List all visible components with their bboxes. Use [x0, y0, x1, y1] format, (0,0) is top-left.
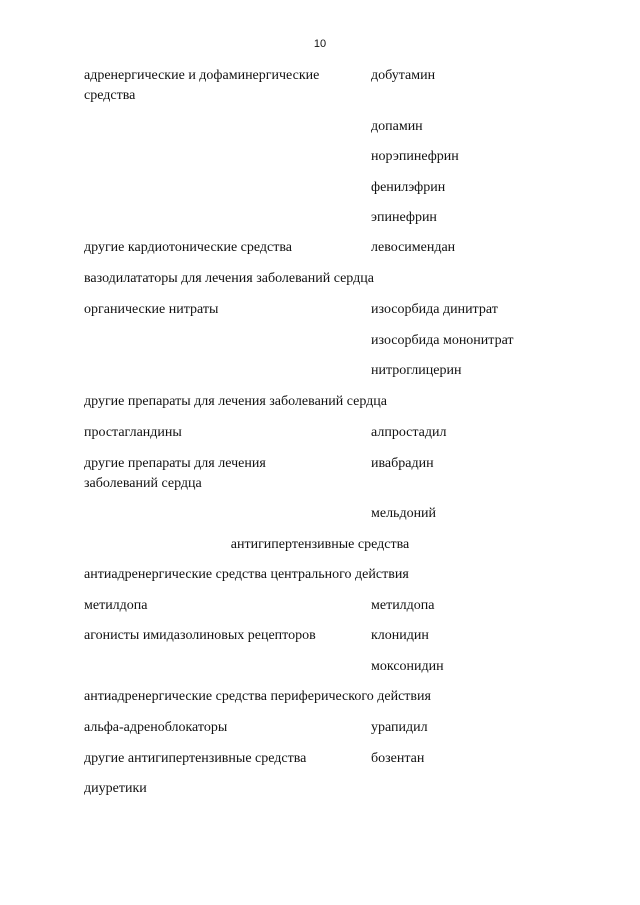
category-cell: другие препараты для лечения заболеваний сердца: [84, 456, 266, 491]
category-cell: простагландины: [84, 425, 182, 440]
section-heading: другие препараты для лечения заболеваний сердца: [84, 394, 387, 409]
drug-cell: клонидин: [371, 628, 429, 643]
drug-cell: бозентан: [371, 751, 425, 766]
category-cell: адренергические и дофаминергические средства: [84, 68, 320, 103]
drug-cell: мельдоний: [371, 506, 437, 521]
group-title: антигипертензивные средства: [230, 537, 410, 552]
drug-cell: алпростадил: [371, 425, 447, 440]
drug-cell: норэпинефрин: [371, 149, 459, 164]
category-cell: другие антигипертензивные средства: [84, 751, 307, 766]
drug-cell: ивабрадин: [371, 456, 434, 471]
drug-cell: метилдопа: [371, 598, 435, 613]
drug-cell: левосимендан: [371, 240, 456, 255]
page-number: 10: [313, 38, 327, 50]
drug-cell: нитроглицерин: [371, 363, 462, 378]
section-heading: диуретики: [84, 781, 147, 796]
drug-cell: эпинефрин: [371, 210, 437, 225]
category-cell: агонисты имидазолиновых рецепторов: [84, 628, 316, 643]
category-cell: органические нитраты: [84, 302, 219, 317]
section-heading: антиадренергические средства центрального действия: [84, 567, 409, 582]
category-cell: метилдопа: [84, 598, 148, 613]
section-heading: антиадренергические средства периферического действия: [84, 689, 431, 704]
drug-cell: фенилэфрин: [371, 180, 446, 195]
category-cell: альфа-адреноблокаторы: [84, 720, 228, 735]
drug-cell: урапидил: [371, 720, 428, 735]
drug-cell: моксонидин: [371, 659, 444, 674]
category-cell: другие кардиотонические средства: [84, 240, 293, 255]
section-heading: вазодилататоры для лечения заболеваний сердца: [84, 271, 374, 286]
drug-cell: добутамин: [371, 68, 436, 83]
drug-cell: изосорбида мононитрат: [371, 333, 514, 348]
drug-cell: допамин: [371, 119, 423, 134]
drug-cell: изосорбида динитрат: [371, 302, 498, 317]
